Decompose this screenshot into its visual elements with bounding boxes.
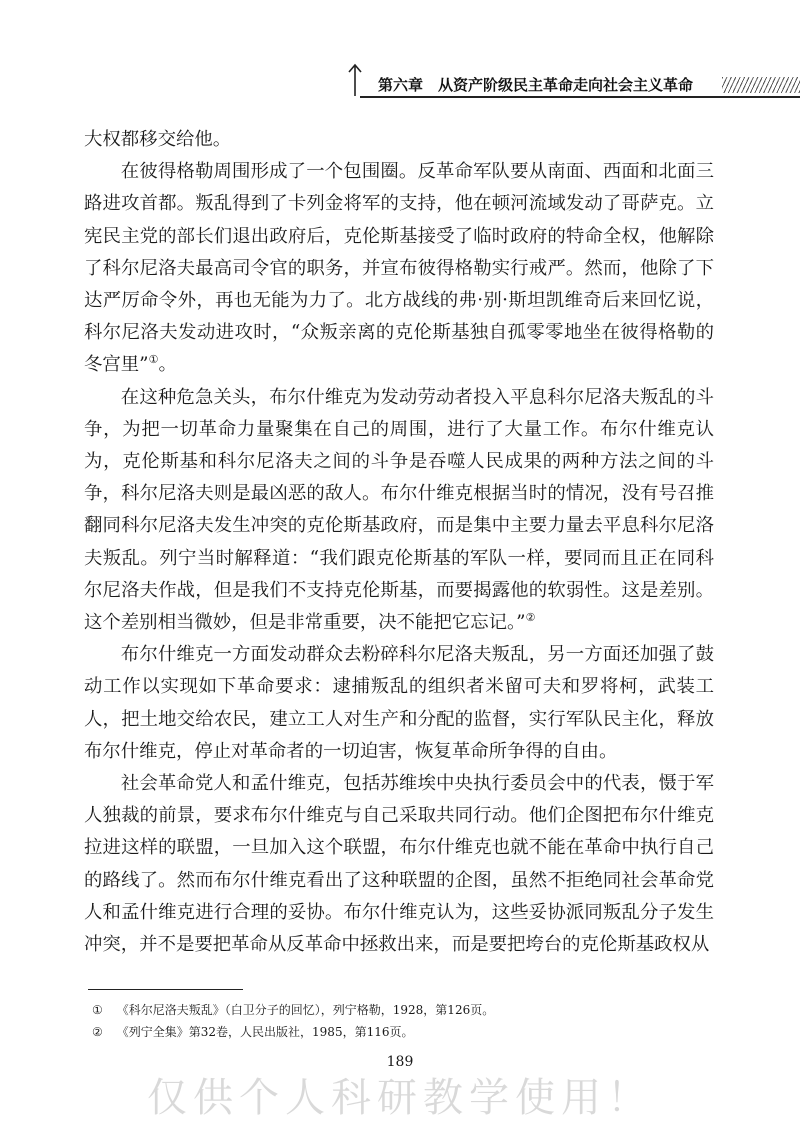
footnote-text: 《科尔尼洛夫叛乱》（白卫分子的回忆），列宁格勒，1928，第126页。 <box>116 1003 495 1017</box>
paragraph: 社会革命党人和孟什维克，包括苏维埃中央执行委员会中的代表，慑于军人独裁的前景，要求布尔什维克与自己采取共同行动。他们企图把布尔什维克拉进这样的联盟，一旦加入这个联盟，布尔什维克也就不能在革命中执行自己的路线了。然而布尔什维克看出了这种联盟的企图，虽然不拒绝同社会革命党人和孟什维克进行合理的妥协。布尔什维克认为，这些妥协派同叛乱分子发生冲突，并不是要把革命从反革命中拯救出来，而是要把垮台的克伦斯基政权从 <box>84 773 714 956</box>
paragraph: 在彼得格勒周围形成了一个包围圈。反革命军队要从南面、西面和北面三路进攻首都。叛乱得到了卡列金将军的支持，他在顿河流域发动了哥萨克。立宪民主党的部长们退出政府后，克伦斯基接受了临时政府的特命全权，他解除了科尔尼洛夫最高司令官的职务，并宣布彼得格勒实行戒严。然而，他除了下达严厉命令外，再也无能为力了。北方战线的弗·别·斯坦凯维奇后来回忆说，科尔尼洛夫发动进攻时，“众叛亲离的克伦斯基独自孤零零地坐在彼得格勒的冬宫里”①。 <box>84 161 714 376</box>
footnote-mark: ② <box>92 1025 103 1039</box>
footnote-rule <box>88 989 243 990</box>
header-hatch-decoration <box>722 77 800 93</box>
footnote-ref[interactable]: ② <box>525 610 536 624</box>
paragraph: 在这种危急关头，布尔什维克为发动劳动者投入平息科尔尼洛夫叛乱的斗争，为把一切革命力量聚集在自己的周围，进行了大量工作。布尔什维克认为，克伦斯基和科尔尼洛夫之间的斗争是吞噬人民成果的两种方法之间的斗争，科尔尼洛夫则是最凶恶的敌人。布尔什维克根据当时的情况，没有号召推翻同科尔尼洛夫发生冲突的克伦斯基政府，而是集中主要力量去平息科尔尼洛夫叛乱。列宁当时解释道：“我们跟克伦斯基的军队一样，要同而且正在同科尔尼洛夫作战，但是我们不支持克伦斯基，而要揭露他的软弱性。这是差别。这个差别相当微妙，但是非常重要，决不能把它忘记。”② <box>84 386 714 634</box>
footnote-mark: ① <box>92 1003 103 1017</box>
body-text <box>84 124 714 961</box>
page-number: 189 <box>386 1054 414 1070</box>
watermark: 仅供个人科研教学使用！ <box>147 1075 653 1121</box>
footnote <box>92 999 712 1021</box>
footnote <box>92 1021 712 1043</box>
footnote-text: 《列宁全集》第32卷，人民出版社，1985，第116页。 <box>116 1025 414 1039</box>
paragraph: 布尔什维克一方面发动群众去粉碎科尔尼洛夫叛乱，另一方面还加强了鼓动工作以实现如下革命要求：逮捕叛乱的组织者米留可夫和罗将柯，武装工人，把土地交给农民，建立工人对生产和分配的监督，实行军队民主化，释放布尔什维克，停止对革命者的一切迫害，恢复革命所争得的自由。 <box>84 644 714 762</box>
footnotes <box>92 999 712 1043</box>
header-rule <box>360 96 800 98</box>
paragraph: 大权都移交给他。 <box>84 129 232 150</box>
arrow-up-icon <box>346 62 364 98</box>
chapter-title: 第六章 从资产阶级民主革命走向社会主义革命 <box>378 76 694 94</box>
footnote-ref[interactable]: ① <box>148 353 159 367</box>
